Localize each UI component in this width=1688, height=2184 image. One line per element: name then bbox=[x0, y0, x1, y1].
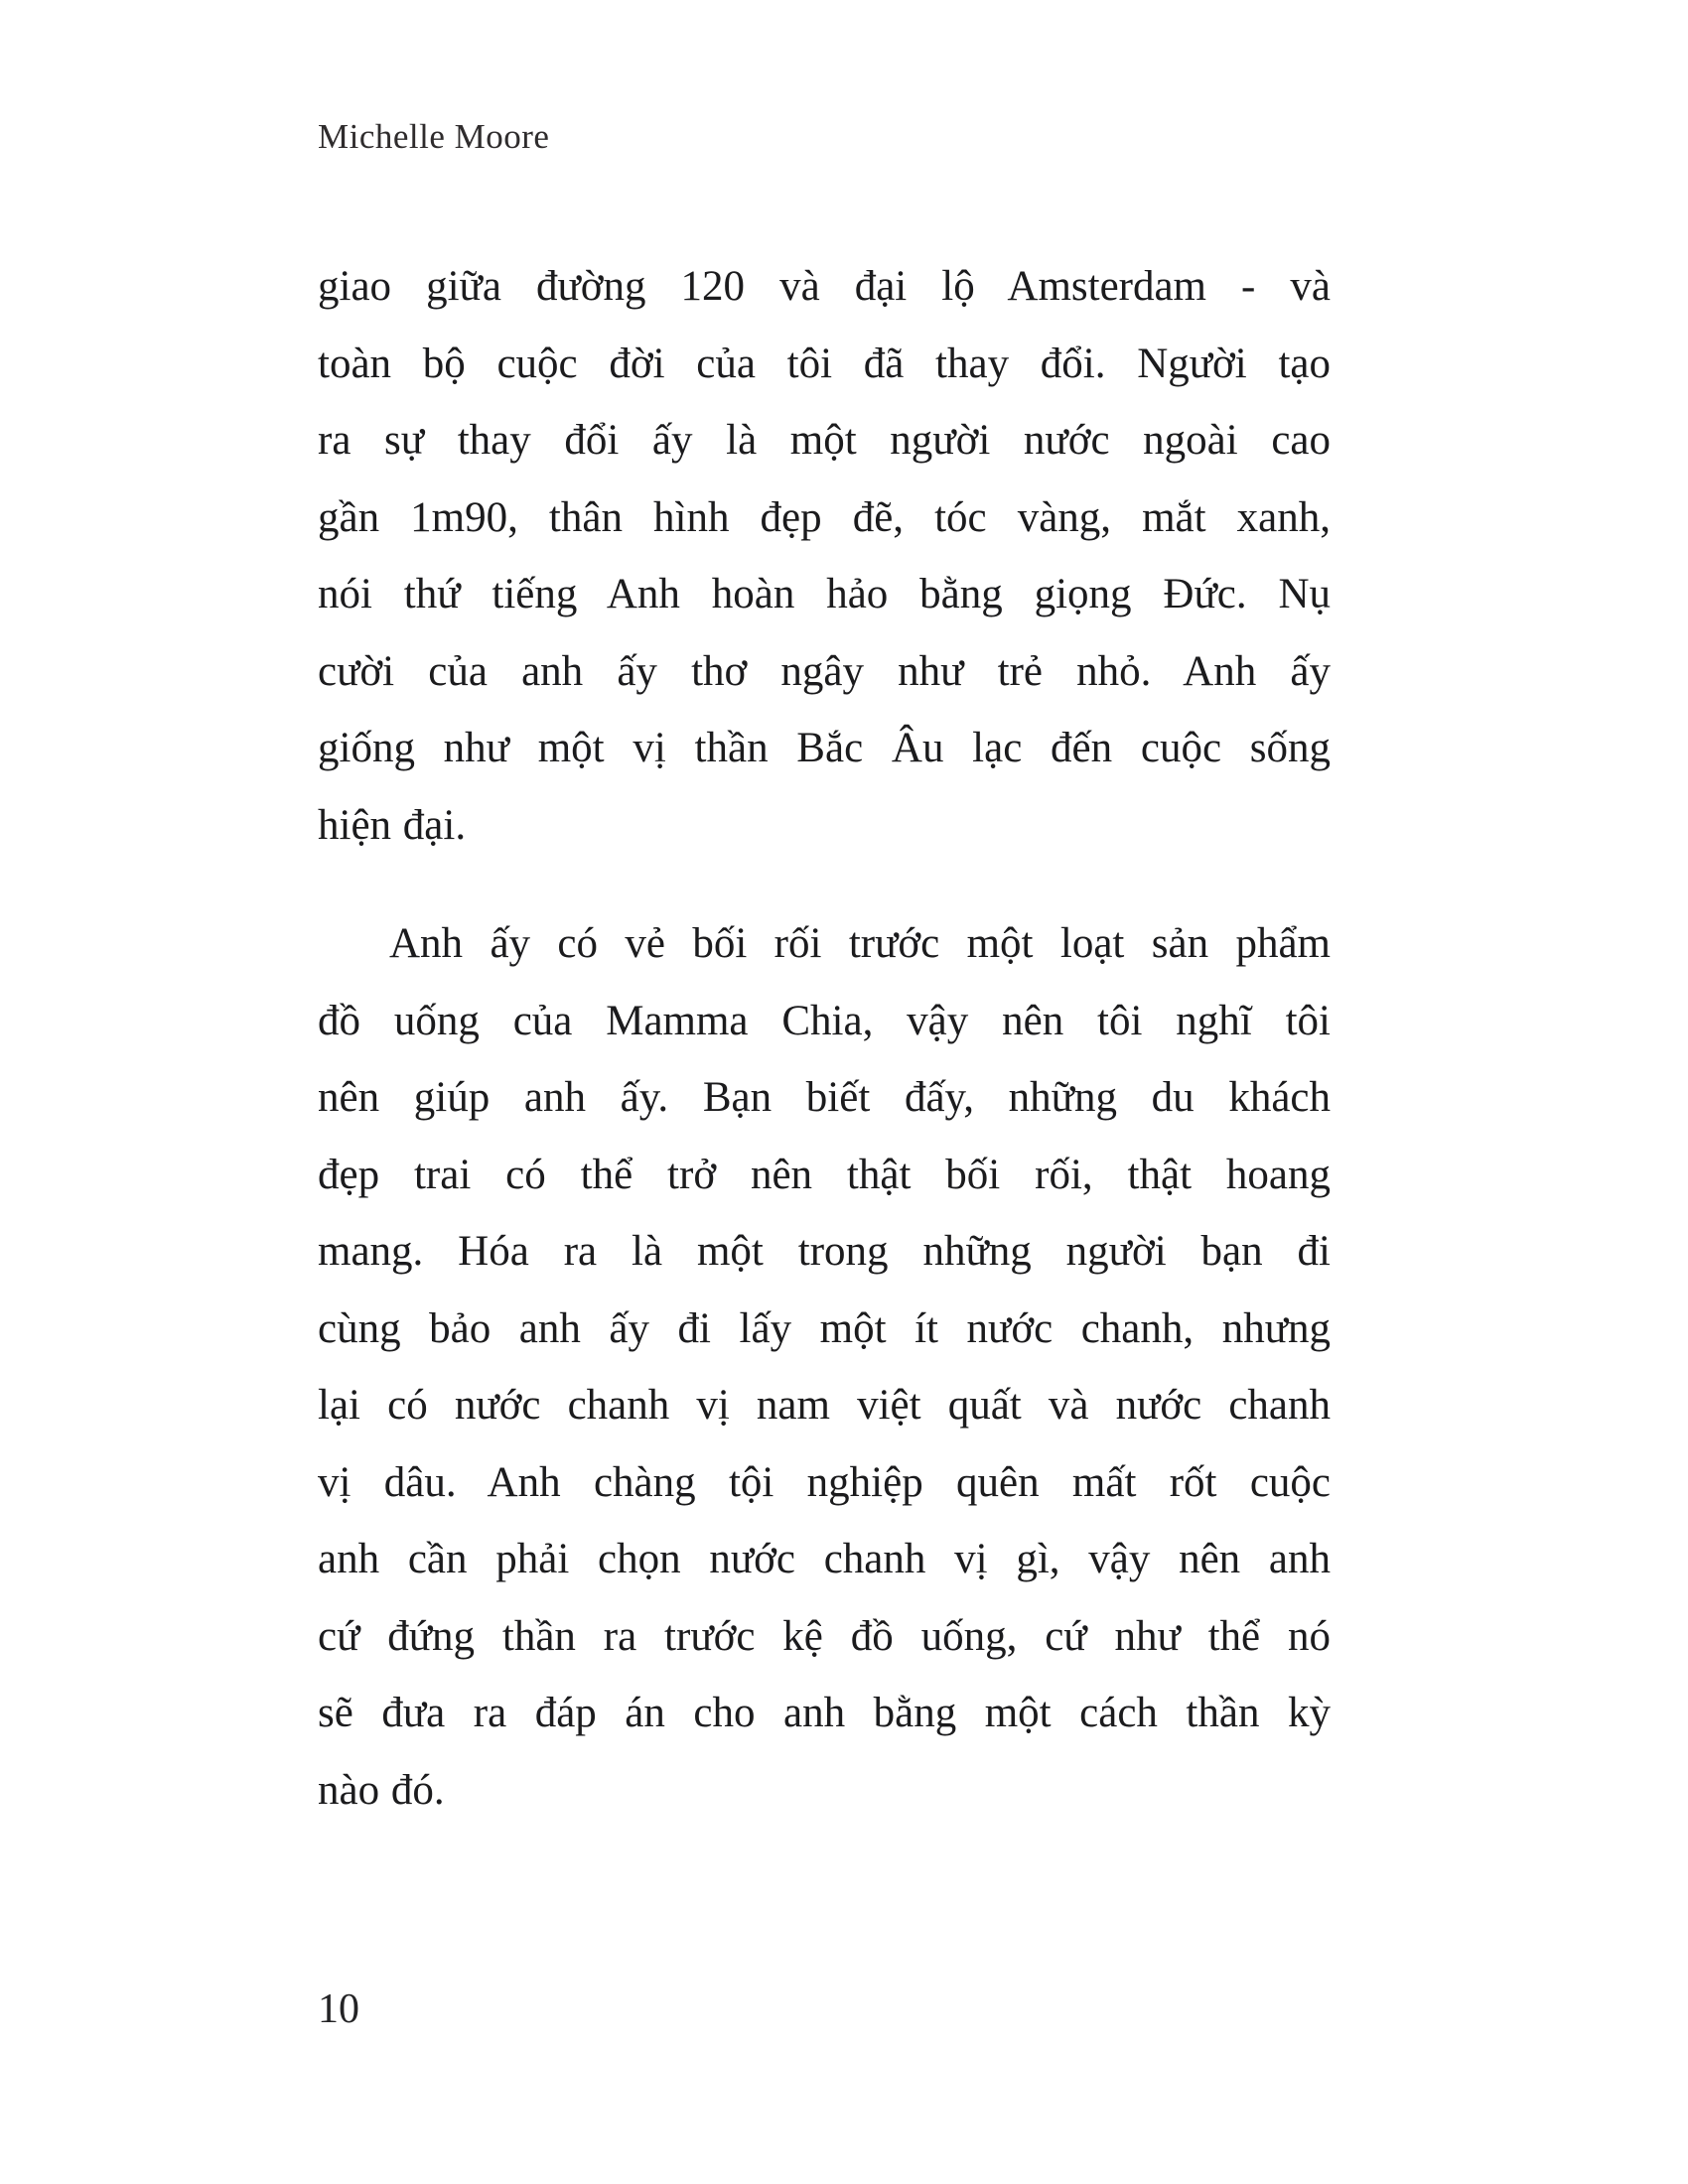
text-line: Anh ấy có vẻ bối rối trước một loạt sản phẩm bbox=[389, 920, 1331, 967]
text-line: toàn bộ cuộc đời của tôi đã thay đổi. Người tạo bbox=[318, 340, 1331, 387]
text-line: nên giúp anh ấy. Bạn biết đấy, những du khách bbox=[318, 1074, 1331, 1121]
text-line: nói thứ tiếng Anh hoàn hảo bằng giọng Đức. Nụ bbox=[318, 571, 1331, 617]
text-line: mang. Hóa ra là một trong những người bạn đi bbox=[318, 1228, 1331, 1275]
paragraph bbox=[318, 248, 1331, 864]
text-line: giống như một vị thần Bắc Âu lạc đến cuộc sống bbox=[318, 725, 1331, 771]
text-line: cười của anh ấy thơ ngây như trẻ nhỏ. Anh ấy bbox=[318, 647, 1331, 695]
text-line: giao giữa đường 120 và đại lộ Amsterdam - và bbox=[318, 263, 1331, 310]
text-line: cùng bảo anh ấy đi lấy một ít nước chanh, nhưng bbox=[318, 1304, 1331, 1352]
text-line: anh cần phải chọn nước chanh vị gì, vậy nên anh bbox=[318, 1536, 1331, 1582]
text-line: lại có nước chanh vị nam việt quất và nước chanh bbox=[318, 1382, 1331, 1429]
running-header-author: Michelle Moore bbox=[318, 117, 550, 156]
text-line: cứ đứng thần ra trước kệ đồ uống, cứ như thể nó bbox=[318, 1612, 1331, 1660]
text-line: vị dâu. Anh chàng tội nghiệp quên mất rốt cuộc bbox=[318, 1458, 1331, 1506]
text-line: đồ uống của Mamma Chia, vậy nên tôi nghĩ tôi bbox=[318, 997, 1331, 1044]
text-line: sẽ đưa ra đáp án cho anh bằng một cách thần kỳ bbox=[318, 1690, 1331, 1736]
text-line: đẹp trai có thể trở nên thật bối rối, thật hoang bbox=[318, 1151, 1331, 1198]
text-line: hiện đại. bbox=[318, 801, 467, 849]
paragraph bbox=[318, 905, 1331, 1829]
page-number: 10 bbox=[318, 1986, 359, 2032]
text-line: nào đó. bbox=[318, 1766, 445, 1814]
text-line: ra sự thay đổi ấy là một người nước ngoài cao bbox=[318, 417, 1331, 464]
body-text-block bbox=[318, 248, 1331, 1829]
text-line: gần 1m90, thân hình đẹp đẽ, tóc vàng, mắt xanh, bbox=[318, 493, 1331, 541]
